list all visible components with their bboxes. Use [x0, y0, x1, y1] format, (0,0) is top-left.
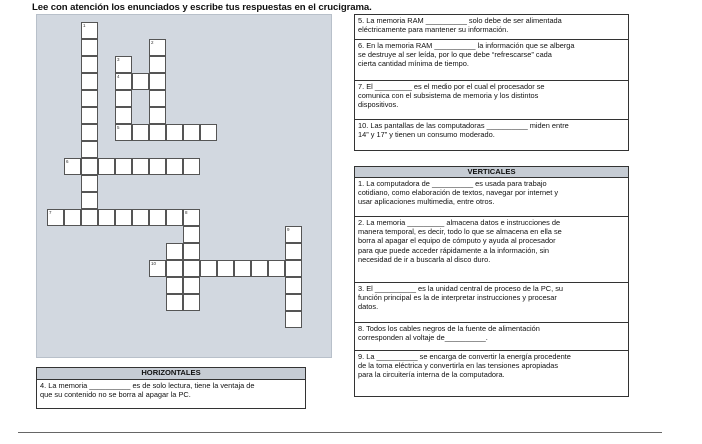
verticales-header: VERTICALES [355, 167, 628, 178]
clue-line: 9. La __________ se encarga de convertir la energía procedente [358, 352, 571, 361]
clue-line: que su contenido no se borra al apagar la PC. [40, 390, 191, 400]
crossword-cell[interactable] [81, 22, 98, 39]
crossword-cell[interactable] [81, 209, 98, 226]
crossword-cell[interactable] [183, 260, 200, 277]
crossword-cell[interactable] [115, 124, 132, 141]
crossword-cell[interactable] [115, 56, 132, 73]
clue-line: borra al apagar el equipo de cómputo y ayuda al procesador [358, 236, 556, 246]
clue-line: 5. La memoria RAM __________ solo debe de ser alimentada [358, 16, 562, 25]
clue-line: se destruye al ser leída, por lo que debe “refrescarse” cada [358, 50, 552, 60]
clue-line: eléctricamente para mantener su información. [358, 25, 509, 35]
clue-line: 14” y 17” y tienen un consumo moderado. [358, 130, 495, 140]
crossword-cell[interactable] [98, 158, 115, 175]
clue-line: para la circuitería interna de la computadora. [358, 370, 505, 380]
crossword-cell[interactable] [149, 39, 166, 56]
clue-5 [355, 15, 628, 40]
crossword-cell[interactable] [166, 260, 183, 277]
crossword-cell[interactable] [47, 209, 64, 226]
crossword-cell[interactable] [81, 141, 98, 158]
clue-line: 3. El __________ es la unidad central de proceso de la PC, su [358, 284, 564, 293]
crossword-cell[interactable] [149, 124, 166, 141]
clue-line: 6. En la memoria RAM __________ la información que se alberga [358, 41, 575, 50]
crossword-cell[interactable] [166, 209, 183, 226]
crossword-cell[interactable] [64, 209, 81, 226]
crossword-cell[interactable] [166, 158, 183, 175]
crossword-cell[interactable] [81, 39, 98, 56]
clue-6 [355, 40, 628, 81]
crossword-cell[interactable] [64, 158, 81, 175]
crossword-cell[interactable] [81, 90, 98, 107]
clue-8 [355, 323, 628, 351]
crossword-cell[interactable] [115, 158, 132, 175]
cell-number: 9 [287, 227, 290, 232]
crossword-cell[interactable] [81, 73, 98, 90]
crossword-cell[interactable] [149, 73, 166, 90]
crossword-cell[interactable] [285, 311, 302, 328]
crossword-cell[interactable] [183, 158, 200, 175]
crossword-cell[interactable] [285, 294, 302, 311]
clues-vertical [354, 166, 629, 397]
crossword-cell[interactable] [166, 124, 183, 141]
clue-line: usar aplicaciones multimedia, entre otros. [358, 197, 495, 207]
crossword-cell[interactable] [234, 260, 251, 277]
cell-number: 1 [83, 23, 86, 28]
horizontales-header: HORIZONTALES [37, 368, 305, 380]
crossword-cell[interactable] [149, 209, 166, 226]
clue-1 [355, 178, 628, 217]
clue-9 [355, 351, 628, 396]
clue-line: 10. Las pantallas de las computadoras __________ miden entre [358, 121, 569, 130]
clue-line: para que puede acceder rápidamente a la información, sin [358, 245, 550, 255]
clues-horizontal-bottom [36, 367, 306, 409]
crossword-cell[interactable] [81, 175, 98, 192]
crossword-cell[interactable] [81, 124, 98, 141]
crossword-cell[interactable] [166, 277, 183, 294]
clue-line: manera temporal, es decir, todo lo que se almacena en ella se [358, 227, 562, 237]
clue-line: necesidad de ir a buscarla al disco duro. [358, 254, 491, 264]
crossword-cell[interactable] [285, 277, 302, 294]
cell-number: 8 [185, 210, 188, 215]
crossword-cell[interactable] [183, 294, 200, 311]
crossword-cell[interactable] [132, 124, 149, 141]
crossword-cell[interactable] [149, 158, 166, 175]
clue-line: cotidiano, como elaboración de textos, navegar por internet y [358, 188, 559, 198]
crossword-cell[interactable] [149, 90, 166, 107]
clue-line: dispositivos. [358, 100, 399, 110]
crossword-cell[interactable] [166, 243, 183, 260]
cell-number: 5 [117, 125, 120, 130]
page-divider [18, 432, 662, 433]
clue-line: datos. [358, 302, 379, 312]
cell-number: 2 [151, 40, 154, 45]
crossword-cell[interactable] [132, 158, 149, 175]
crossword-cell[interactable] [81, 192, 98, 209]
instruction-title: Lee con atención los enunciados y escribe tus respuestas en el crucigrama. [32, 2, 372, 13]
crossword-cell[interactable] [200, 124, 217, 141]
crossword-cell[interactable] [115, 107, 132, 124]
clue-10 [355, 120, 628, 150]
crossword-cell[interactable] [183, 124, 200, 141]
crossword-cell[interactable] [98, 209, 115, 226]
crossword-cell[interactable] [285, 243, 302, 260]
crossword-cell[interactable] [132, 209, 149, 226]
crossword-cell[interactable] [285, 226, 302, 243]
crossword-cell[interactable] [217, 260, 234, 277]
cell-number: 3 [117, 57, 120, 62]
crossword-cell[interactable] [115, 73, 132, 90]
clue-line: cierta cantidad mínima de tiempo. [358, 59, 469, 69]
clues-horizontal-top [354, 14, 629, 151]
clue-line: comunica con el subsistema de memoria y los distintos [358, 91, 539, 101]
clue-line: 7. El _________ es el medio por el cual el procesador se [358, 82, 545, 91]
clue-line: 1. La computadora de __________ es usada para trabajo [358, 179, 547, 188]
crossword-cell[interactable] [149, 260, 166, 277]
crossword-cell[interactable] [285, 260, 302, 277]
clue-line: corresponden al voltaje de__________. [358, 333, 488, 343]
crossword-cell[interactable] [115, 90, 132, 107]
crossword-cell[interactable] [115, 209, 132, 226]
clue-line: 8. Todos los cables negros de la fuente de alimentación [358, 324, 540, 333]
crossword-cell[interactable] [268, 260, 285, 277]
crossword-cell[interactable] [81, 158, 98, 175]
crossword-cell[interactable] [81, 107, 98, 124]
crossword-board [36, 14, 332, 358]
clue-7 [355, 81, 628, 120]
cell-number: 6 [66, 159, 69, 164]
clue-3 [355, 283, 628, 323]
cell-number: 10 [151, 261, 157, 266]
crossword-cell[interactable] [183, 277, 200, 294]
cell-number: 4 [117, 74, 120, 79]
crossword-cell[interactable] [183, 209, 200, 226]
crossword-cell[interactable] [166, 294, 183, 311]
clue-line: de la toma eléctrica y convertirla en las tensiones apropiadas [358, 361, 559, 371]
crossword-cell[interactable] [183, 226, 200, 243]
crossword-cell[interactable] [149, 56, 166, 73]
crossword-cell[interactable] [200, 260, 217, 277]
clue-line: 2. La memoria _________ almacena datos e instrucciones de [358, 218, 561, 227]
clue-line: 4. La memoria __________ es de solo lectura, tiene la ventaja de [40, 381, 255, 390]
crossword-cell[interactable] [149, 107, 166, 124]
crossword-cell[interactable] [132, 73, 149, 90]
clue-4 [37, 380, 305, 408]
crossword-cell[interactable] [183, 243, 200, 260]
crossword-cell[interactable] [81, 56, 98, 73]
crossword-cell[interactable] [251, 260, 268, 277]
clue-line: función principal es la de interpretar instrucciones y procesar [358, 293, 557, 303]
clue-2 [355, 217, 628, 283]
cell-number: 7 [49, 210, 52, 215]
